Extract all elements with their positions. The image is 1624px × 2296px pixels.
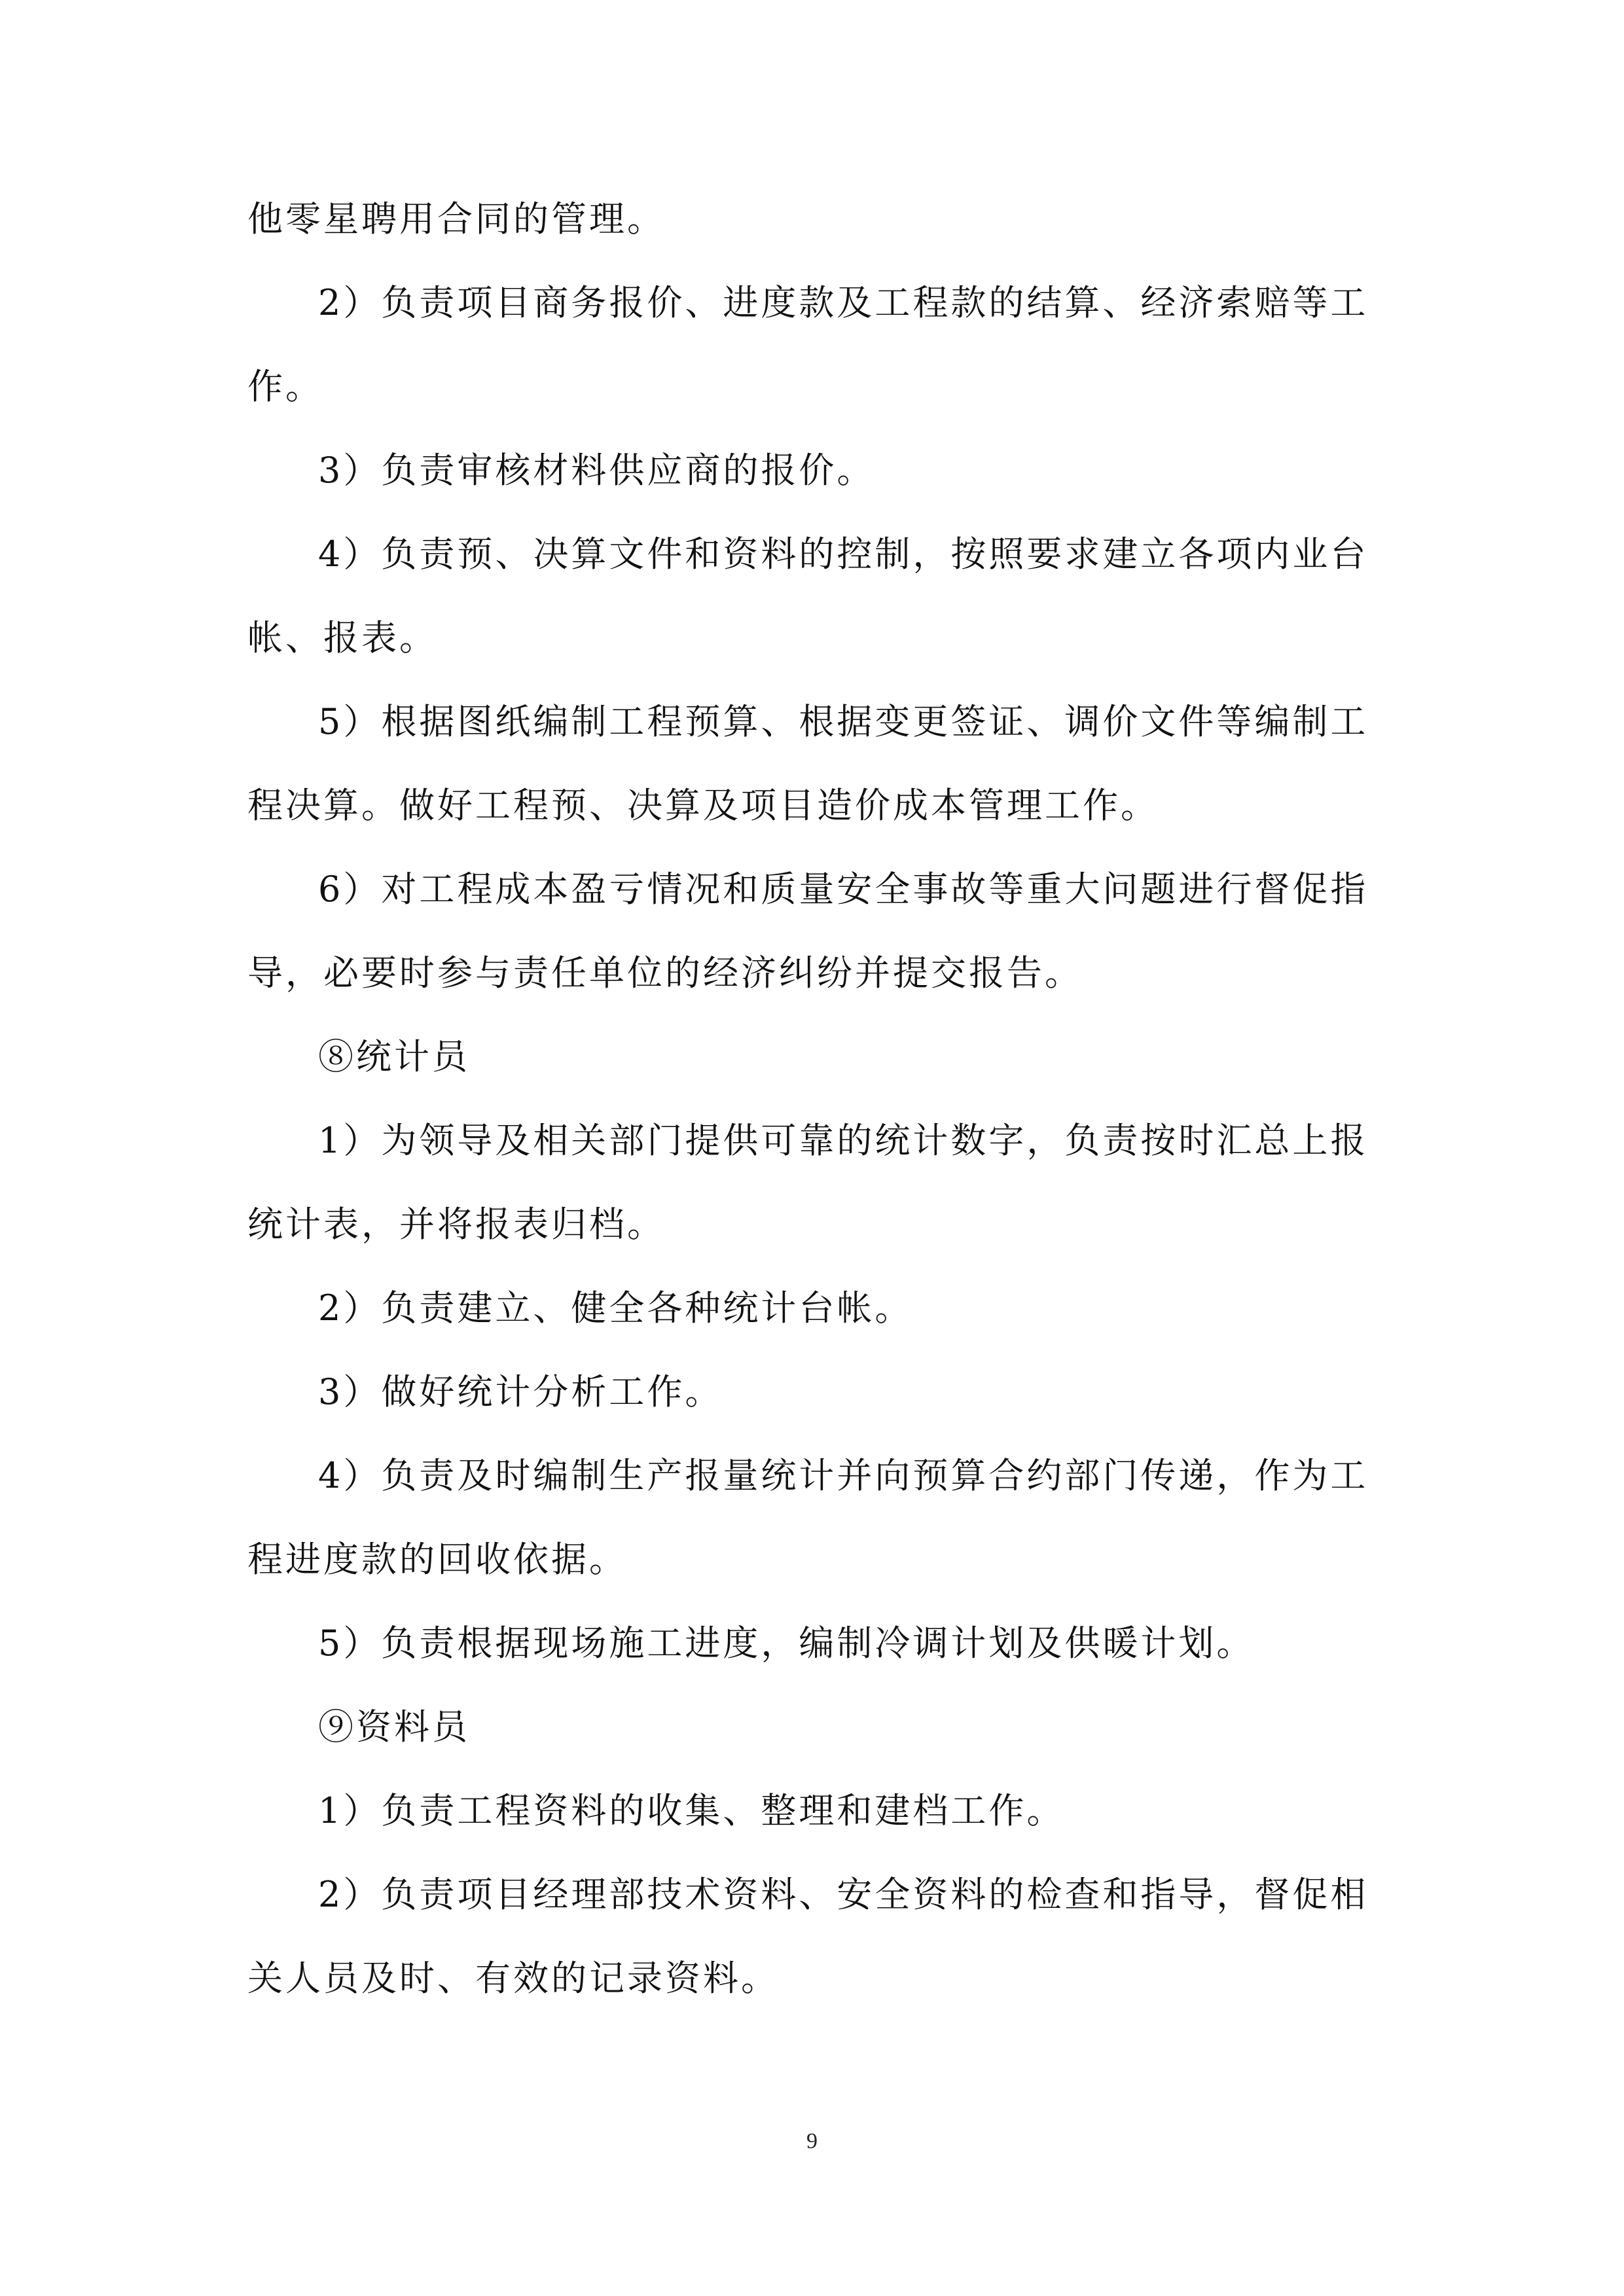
text-line: 3）负责审核材料供应商的报价。 xyxy=(318,450,875,491)
page-number: 9 xyxy=(806,2129,818,2153)
text-line: 程决算。做好工程预、决算及项目造价成本管理工作。 xyxy=(247,785,1159,826)
text-line: 2）负责项目商务报价、进度款及工程款的结算、经济索赔等工 xyxy=(318,282,1369,323)
section-heading: ⑨资料员 xyxy=(318,1706,470,1748)
text-line: 1）为领导及相关部门提供可靠的统计数字，负责按时汇总上报 xyxy=(318,1120,1369,1161)
text-line: 3）做好统计分析工作。 xyxy=(318,1371,723,1412)
text-line: 6）对工程成本盈亏情况和质量安全事故等重大问题进行督促指 xyxy=(318,869,1369,910)
text-line: 5）根据图纸编制工程预算、根据变更签证、调价文件等编制工 xyxy=(318,701,1369,742)
text-line: 帐、报表。 xyxy=(247,617,437,658)
text-line: 统计表，并将报表归档。 xyxy=(247,1204,665,1245)
text-line: 4）负责预、决算文件和资料的控制，按照要求建立各项内业台 xyxy=(318,533,1369,575)
text-line: 2）负责项目经理部技术资料、安全资料的检查和指导，督促相 xyxy=(318,1874,1369,1915)
text-line: 关人员及时、有效的记录资料。 xyxy=(247,1958,779,1999)
text-line: 2）负责建立、健全各种统计台帐。 xyxy=(318,1287,913,1329)
text-line: 作。 xyxy=(247,366,323,407)
text-line: 4）负责及时编制生产报量统计并向预算合约部门传递，作为工 xyxy=(318,1455,1369,1496)
text-line: 导，必要时参与责任单位的经济纠纷并提交报告。 xyxy=(247,952,1083,994)
section-heading: ⑧统计员 xyxy=(318,1036,470,1077)
text-line: 5）负责根据现场施工进度，编制冷调计划及供暖计划。 xyxy=(318,1623,1255,1664)
text-line: 1）负责工程资料的收集、整理和建档工作。 xyxy=(318,1790,1065,1831)
text-line: 程进度款的回收依据。 xyxy=(247,1539,627,1580)
text-line: 他零星聘用合同的管理。 xyxy=(247,198,665,240)
